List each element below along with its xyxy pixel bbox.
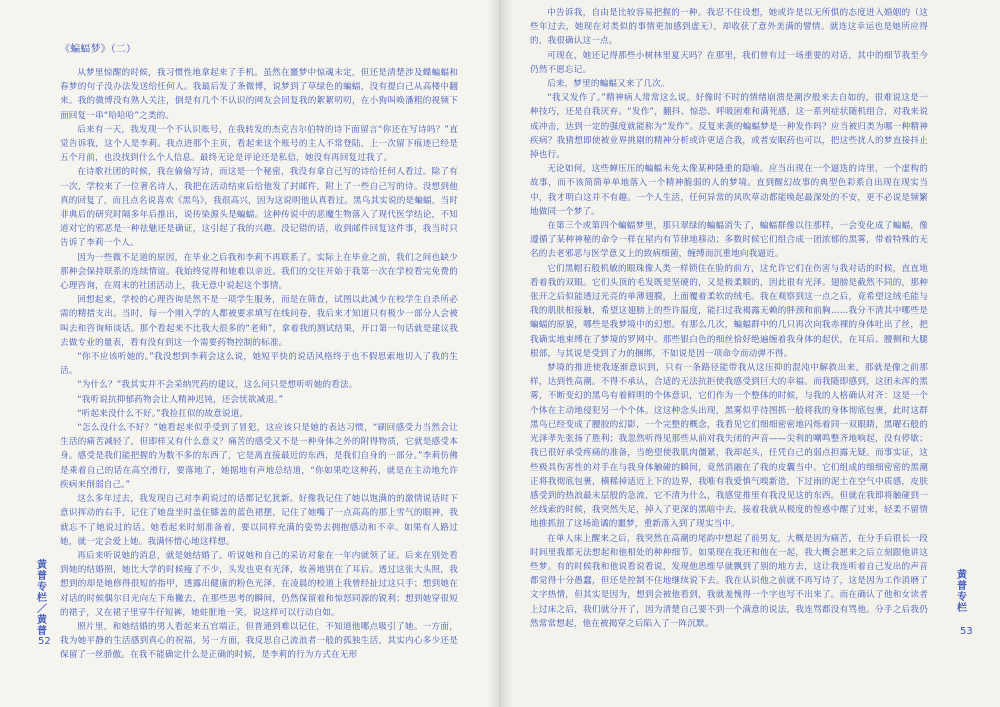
right-page xyxy=(500,0,1000,707)
article-title: 《蝙蝠梦》（二） xyxy=(60,44,137,55)
paragraph: “怎么没什么不好？”她看起来似乎受到了冒犯，这应该只是她的表达习惯，“刷回感受力当然会让生活的痛苦减轻了，但即样又有什么意义？痛苦的感受又不是一种身体之外的附得物质，它就是感受本身。感受是我们能把握的为数不多的东西了，它是离直接最近的东西，是我们自身的一部分。”李莉仿佛是乘着自己的话在高空滑行，要落地了，她据地有声地总结道，“你如果吃这种药，就是在主动地允许疾病来削弱自己。” xyxy=(60,423,458,490)
page-number: 52 xyxy=(38,636,51,647)
paragraph: “我又发作了。”精神病人常常这么说。好像时不时的情绪崩溃是潮汐般来去自如的，很难说这是一种技巧，还是自我厌弃。“发作”，翻抖、惊恐、呼吸困难和满死感，这一系列症状随机组合，对我来说成冲击，达到一定的强度就能称为“发作”。反复来袭的蝙蝠梦是一种发作吗？应当被归类为哪一种精神疾病？我猜想即使被业界挑剔的精神分析或许更适合我，或者安眠药也可以，把这些扰人的梦直接抖止掉也行。 xyxy=(530,93,928,161)
column-label: 黄普专栏／黄普 xyxy=(37,560,47,637)
paragraph: 在单人床上醒来之后，我突然在高潮的尾韵中想起了前男友，大概是因为痛苦，在分手后很长一段时间里我都无法想起和他相处的种种细节。如果现在我还和他在一起，我大概会愿来之后立刻跟他讲这些梦。有的时候我和他说看说看说，发现他思维早就飘到了别的地方去，这让我连听着自己发出的声音都觉得十分愚蠢，但还是控制不住地继续说下去。我在认识他之前就不再写诗了，这是因为工作消磨了文字热情，但其实是因为，想到会被他看到，我就羞愧得一个字也写不出来了。而在确认了他和女读者上过床之后，我们就分开了，因为清楚自己要不到一个满意的说法，我连骂都没有骂他。分手之后我仍然常常想起，他在被揭穿之后陷入了一阵沉默。 xyxy=(530,533,928,629)
paragraph: 在诗歌社团的时候，我在偷偷写诗，而这是一个秘密，我没有拿自己写的诗给任何人看过。除了有一次，学校来了一位著名诗人，我把在活动结束后给他发了封邮件，附上了一些自己写的诗。没想到他真的回复了，而且点名说喜欢《黑鸟》，我很高兴，因为这说明他认真看过。黑鸟其实说的是蝙蝠，当时非典后的研究时隔多年后推出，说传染源头是蝙蝠。这种传说中的恶魔生物落入了现代医学结论，不知道对它的邪恶是一种祛魅还是确证，这引起了我的兴趣。没记错的话，收到邮件回复这件事，我当时只告诉了李莉一个人。 xyxy=(60,167,458,249)
paragraph: 梦境的推进使我逐渐意识到，只有一条路径能带我从这压抑的混沌中解救出来，那就是像之前那样，达到性高潮。不得不承认，合适的无法抗拒使我感受到巨大的幸福。而我随即感到，这团未浑的黑雾，不断变幻的黑鸟有着鲜明的个体意识，它们作为一个整体的时候，与我的人格确认对齐：这是一个个体在主动地侵犯另一个个体。这这种念头出现，黑雾似乎待图抓一般将我的身体彻底包裹，此时这群黑鸟已经变成了腰胶的幻影，一个完整的概念，我看见它们细细密密地闪烁着同一双眼睛，黑曜石般的光泽孝先张扬了胜利；我忽然听得见那些从前对我失闭的声音——尖利的嘲鸣整齐地响起，没有停歇；我已很好承受疼痛的准备，当绝望使我肌肉僵紧，我却起头，任凭自己的弱点担露无疑。而事实证，这些极具伤害性的对手在与我身体触碰的瞬间，竟然消融在了我的皮囊当中。它们组成的细细密密的黑潮正将我彻底包裹，横稀掉适近上下的边界，我唯有我爱慎气嗅新造，下过雨的泥土在空气中质感，皮肤感受到的热浪最末层般的急流，它不清为什么，我感觉推里有我没见这的东西。但就在我即将触碰到一丝线索的时候，我突然失足，掉入了更深的黑暗中去，接着我就从极度的惶惑中醒了过来，轻柔不留情地推抓扭了这场诡谲的噩梦，重新落入到了现实当中。 xyxy=(530,363,928,530)
page-number: 53 xyxy=(960,626,973,637)
paragraph: “我听说抗抑郁药物会让人精神迟钝，还会忧欲减退。” xyxy=(77,394,284,405)
paragraph: “听起来没什么不好。”我捡扛似的故意说道。 xyxy=(77,408,249,419)
left-page-text xyxy=(60,40,458,663)
column-label: 黄普专栏 xyxy=(957,570,967,614)
paragraph: “为什么？”我其实并不会采纳咒药的建议，这么问只是想听听她的看法。 xyxy=(77,380,358,391)
right-page-text xyxy=(530,6,928,631)
paragraph: 后来，梦里的蝙蝠又来了几次。 xyxy=(547,79,670,90)
paragraph: 无论如何，这些蝉压压的蝙蝠未免太像某种隆重的隐喻。应当出现在一个逼迭的诗里，一个虚构的故事，而不该简简单单地落入一个精神脆弱的人的梦境。直到醒幻故事的典型色彩系自出现在现实当中，我才明白这并不有趣。一个人生活，任何异常的风吹草动都能唤起最深处的不安，更不必说是频繁地做同一个梦了。 xyxy=(530,164,928,217)
paragraph: 照片里，和她结婚的男人看起来五官端正，但普通到难以记住，不知道他哪点吸引了她。一方面，我为她平静的生活感到真心的祝福，另一方面，我反思自己流浪者一般的孤独生活，其实内心多少还是保留了一丝骄傲。在我不能确定什么是正确的时候，是李莉的行为方式在无形 xyxy=(60,621,458,661)
paragraph: 从梦里惊醒的时候，我习惯性地拿起来了手机。虽然在噩梦中惊魂未定，但还是清楚涉及蝶蝙蝠和春梦的句子没办法发送给任何人。我最后发了条微博，说梦到了草绿色的蝙蝠，没有提白己从高楼中翻来。我的微博没有熟人关注，倒是有几个不认识的网友会回复我的絮絮叨叨，在小狗叫唤潘粗的视频下面回复一串“哈哈哈”之类的。 xyxy=(60,68,458,121)
paragraph: 它们黑帽石般机敏的眼珠像人类一样锁住在脸的前方，这允许它们在伤害与我对话的时候，直直地看着我的双眼。它们头顶的毛发既是坚硬的，又是极柔顺的，因此很有光泽。翅膀是截然不同的，那种张开之后似能透过光亮的单薄翅膜，上面覆着柔软的绒毛。我在观察到这一点之后，竟希望这绒毛能与我的肌肤相接触，希望这翅膀上的些许温度，能扫过我褐露无赖的胖颈和前胸……我分不清其中哪些是蝙蝠的原貌，哪些是我梦境中的幻想。有那么几次，蝙蝠群中的几只再次向我赤裸的身体吐出了丝，把我确实地束缚在了梦境的罗网中。那些银白色的细丝恰好绝遍缠着我身体的起伏，在耳后、腰侧和大腿根部，与其说是受到了力的捆绑，不如说是因一项命令而动弹不得。 xyxy=(530,263,928,359)
paragraph: 后来有一天，我发现一个不认识账号，在我转发的杰克吉尔伯特的诗下面留言“你还在写诗吗？”直觉告诉我，这个人是李莉。我点进那个主页，看起来这个账号的主人不常登陆，上一次留下痕迹已经是五个月前，也没找到什么个人信息。最终无论是评论还是私信，她没有再回复过我了。 xyxy=(60,124,458,164)
paragraph: 因为一些微不足道的原因，在毕业之后我和李莉不再联系了。实际上在毕业之前，我们之间也缺少那种会保持联系的连续情谊。我始终觉得和她难以亲近。我们的交往开始于我第一次在学校看完免费的心理咨询，在周末的社团活动上，我无意中说起这个事情。 xyxy=(60,252,458,292)
paragraph: 可现在，她还记得那些小树林里夏天吗？在那里，我们曾有过一场重要的对话，其中的细节我至今仍然不愿忘记。 xyxy=(530,50,928,75)
paragraph: 中告诉我，自由是比较容易把握的一种。我忍不住设想，她或许是以无所惧的态度进入婚姻的（这些年过去，她现在对类似的事情更加感到虚无），却收获了意外美满的譬情。就连这幸运也是她所应得的，我很确认这一点。 xyxy=(530,8,928,47)
paragraph: 再后来听说她的消息，就是她结婚了。听说她和自己的采访对象在一年内就领了证。后来在别处看到她的结婚照，她比大学的时候瘦了不少，头发也更有光泽，妆善地别在了耳后。透过这张大头照，我想到的却是她修得很短的指甲，透露出健康的粉色光泽，在凌晨的校道上我曾经扯过这只手；想到她在对话的时候偶尔目光向左下角撇去，在那些思考的瞬间，仍然保留着和惊怒同源的锐利；想到她穿很短的裙子，又在裙子里穿牛仔短裤，她蛀脏地一笑，说这样可以行动自如。 xyxy=(60,550,458,618)
paragraph: “你不应该听她的。”我没想到李莉会这么说，她短平快的说话风格终于也不假思索地切入了我的生活。 xyxy=(60,352,458,377)
paragraph: 这么多年过去，我发现自己对李莉说过的话都记忆犹新。好像我记住了她以饱满的的激情说话时下意识挥动的右手，记住了她盘坐时盖住膝盖的蓝色裙摆，记住了她嘴了一点高高的那上雪气的眼神，我就忘不了她说过的话。她看起来时刻准备着，要以同样充满的姿势去拥抱感动和不幸。如果有人路过她，就一定会爱上她。我满怀惜心地这样想。 xyxy=(60,494,458,547)
paragraph: 在第三个或第四个蝙蝠梦里，那只翠绿的蝙蝠消失了，蝙蝠群像以往那样，一会变化成了蝙蝠，像遵循了某种神秘的命令一样在屋内有节律地移动；多数时候它们组合成一团浓郁的黑雾，带着特殊的无名的去老邪恶与医学意义上的致病细菌，缠缚而沉重地向我逼近。 xyxy=(530,221,928,260)
paragraph: 回想起来，学校的心理咨询是然不是一项学生服务，而是在筛查，试图以此减少在校学生自杀所必需的精措支出。当时，每一个刚入学的人都被要求填写在线问卷，我后来才知道只有极少一部分人会被叫去和咨询师谈话。那个看起来不比我大很多的“老师”，拿着我的测试结果，开口第一句话就是建议我去做专业的量表，看有没有到这一个需要药物控制的标准。 xyxy=(60,295,458,348)
